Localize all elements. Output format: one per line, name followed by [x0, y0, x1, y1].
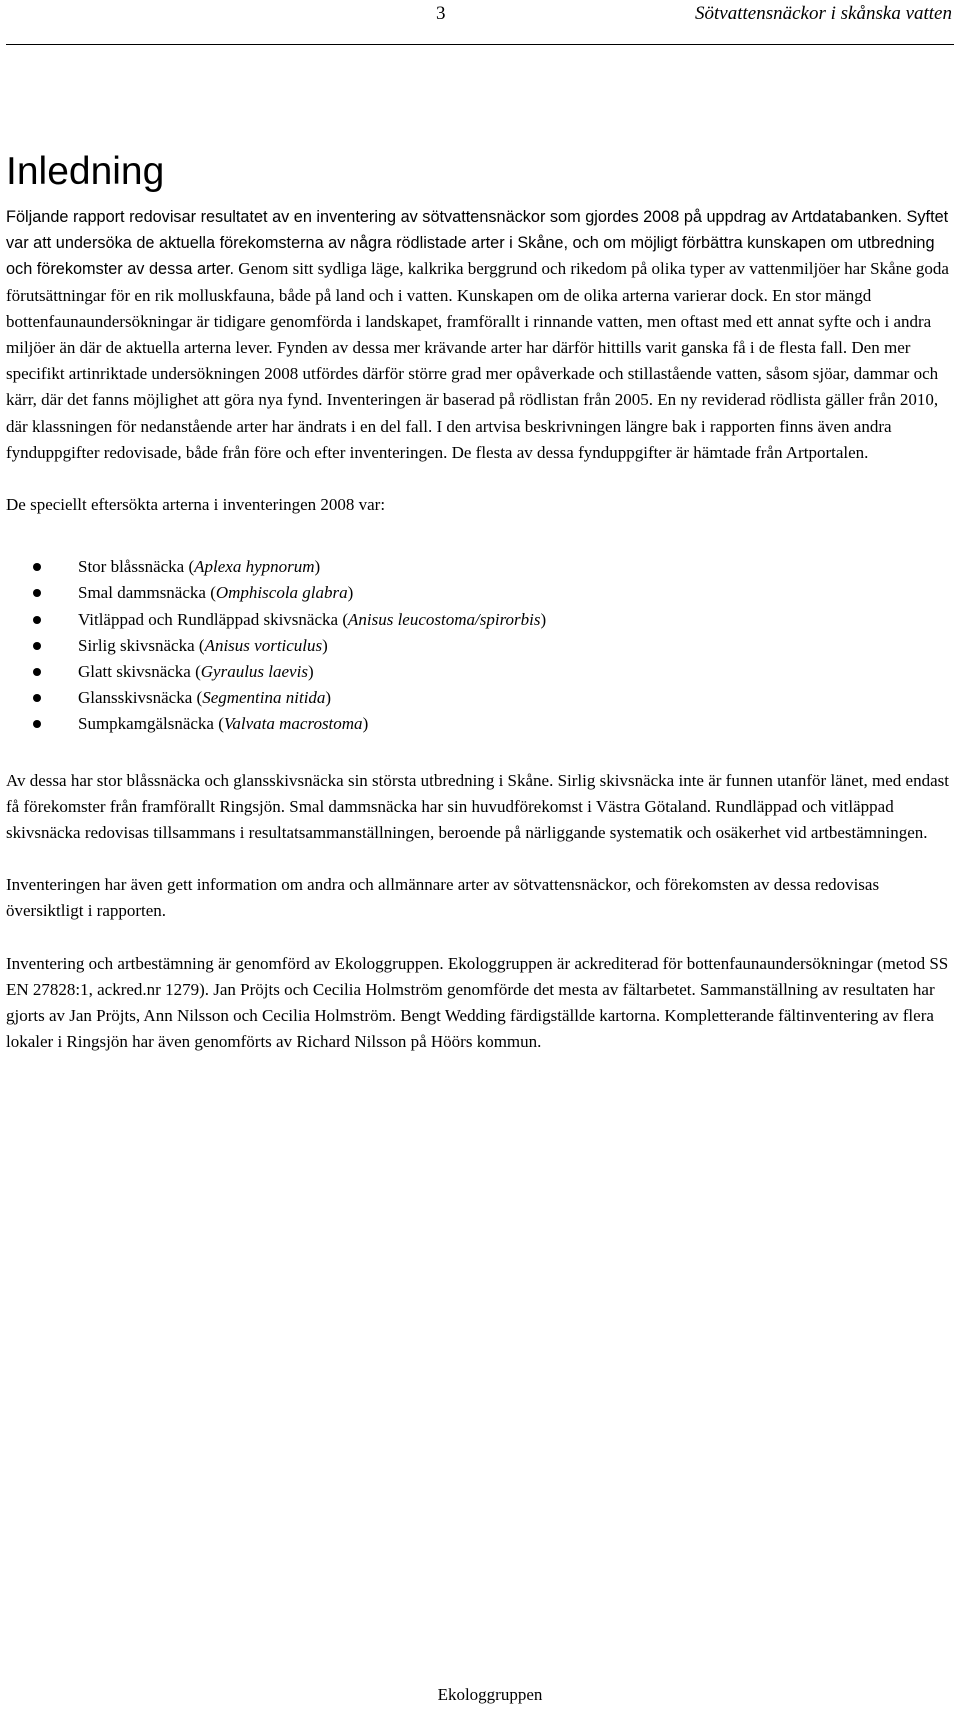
bullet-icon: [33, 563, 41, 571]
other-species-paragraph: Inventeringen har även gett information om andra och allmännare arter av sötvattensnäckor, och förekomsten av dessa redovisas översiktligt i rapporten.: [6, 875, 880, 921]
species-common-name: Sirlig skivsnäcka: [78, 635, 195, 655]
species-list: [6, 554, 950, 737]
running-title: Sötvattensnäckor i skånska vatten: [695, 3, 952, 24]
list-item: Glansskivsnäcka (Segmentina nitida): [6, 685, 950, 711]
intro-sans-text: Följande rapport redovisar resultatet av en inventering av sötvattensnäckor som gjordes 2008 på uppdrag av Artdatabanken. Syftet var att undersöka de aktuella förekomsterna av några rödlistade arter i Skåne, och om möjligt förbättra kunskapen om utbredning och förekomster av dessa arter.: [6, 208, 949, 279]
species-latin-name: Aplexa hypnorum: [194, 557, 315, 577]
bullet-icon: [33, 694, 41, 702]
species-latin-name: Omphiscola glabra: [215, 583, 348, 603]
bullet-icon: [33, 720, 41, 728]
list-item: Stor blåssnäcka (Aplexa hypnorum): [6, 554, 950, 580]
species-list-intro: De speciellt eftersökta arterna i inventeringen 2008 var:: [6, 495, 386, 515]
list-item: Smal dammsnäcka (Omphiscola glabra): [6, 580, 950, 606]
distribution-paragraph: Av dessa har stor blåssnäcka och glansskivsnäcka sin största utbredning i Skåne. Sirlig skivsnäcka inte är funnen utanför länet, med endast få förekomster från framförallt Ringsjön. Smal dammsnäcka har sin huvudförekomst i Västra Götaland. Rundläppad och vitläppad skivsnäcka redovisas tillsammans i resultatsammanställningen, beroende på närliggande systematik och osäkerhet vid artbestämningen.: [6, 770, 949, 842]
list-item: Vitläppad och Rundläppad skivsnäcka (Anisus leucostoma/spirorbis): [6, 607, 950, 633]
bullet-icon: [33, 668, 41, 676]
main-content: [6, 142, 950, 1055]
credits-paragraph: Inventering och artbestämning är genomförd av Ekologgruppen. Ekologgruppen är ackrediterad för bottenfaunaundersökningar (metod SS EN 27828:1, ackred.nr 1279). Jan Pröjts och Cecilia Holmström genomförde det mesta av fältarbetet. Sammanställning av resultaten har gjorts av Jan Pröjts, Ann Nilsson och Cecilia Holmström. Bengt Wedding färdigställde kartorna. Kompletterande fältinventering av flera lokaler i Ringsjön har även genomförts av Richard Nilsson på Höörs kommun.: [6, 953, 949, 1052]
species-common-name: Stor blåssnäcka: [78, 557, 185, 577]
list-item: Sumpkamgälsnäcka (Valvata macrostoma): [6, 711, 950, 737]
species-latin-name: Valvata macrostoma: [223, 714, 363, 734]
page-header: [0, 0, 960, 50]
species-common-name: Glansskivsnäcka: [78, 688, 193, 708]
section-title: Inledning: [6, 150, 165, 193]
species-latin-name: Gyraulus laevis: [200, 661, 308, 681]
intro-serif-text: Genom sitt sydliga läge, kalkrika berggrund och rikedom på olika typer av vattenmiljöer har Skåne goda förutsättningar för en rik molluskfauna, både på land och i vatten. Kunskapen om de olika arterna varierar dock. En stor mängd bottenfaunaundersökningar är tidigare genomförda i landskapet, framförallt i rinnande vatten, men oftast med ett annat syfte och i andra miljöer än där de aktuella arterna lever. Fynden av dessa mer krävande arter har därför hittills varit ganska få i de flesta fall. Den mer specifikt artinriktade undersökningen 2008 utfördes därför större grad mer opåverkade och stillastående vatten, såsom sjöar, dammar och kärr, där det fanns möjlighet att göra nya fynd. Inventeringen är baserad på rödlistan från 2005. En ny reviderad rödlista gäller från 2010, där klassningen för nedanstående arter har ändrats i en del fall. I den artvisa beskrivningen längre bak i rapporten finns även andra fynduppgifter redovisade, både från före och efter inventeringen. De flesta av dessa fynduppgifter är hämtade från Artportalen.: [6, 259, 949, 462]
bullet-icon: [33, 642, 41, 650]
species-latin-name: Anisus leucostoma/spirorbis: [347, 609, 541, 629]
species-latin-name: Segmentina nitida: [202, 688, 326, 708]
species-latin-name: Anisus vorticulus: [204, 635, 323, 655]
bullet-icon: [33, 616, 41, 624]
species-common-name: Sumpkamgälsnäcka: [78, 714, 214, 734]
intro-paragraph: [6, 204, 950, 466]
page-footer: Ekologgruppen: [437, 1685, 543, 1704]
list-item: Sirlig skivsnäcka (Anisus vorticulus): [6, 633, 950, 659]
list-item: Glatt skivsnäcka (Gyraulus laevis): [6, 659, 950, 685]
page-number: 3: [436, 3, 446, 24]
species-common-name: Vitläppad och Rundläppad skivsnäcka: [78, 609, 339, 629]
bullet-icon: [33, 589, 41, 597]
header-divider: [6, 44, 954, 45]
species-common-name: Smal dammsnäcka: [78, 583, 206, 603]
species-common-name: Glatt skivsnäcka: [78, 661, 191, 681]
